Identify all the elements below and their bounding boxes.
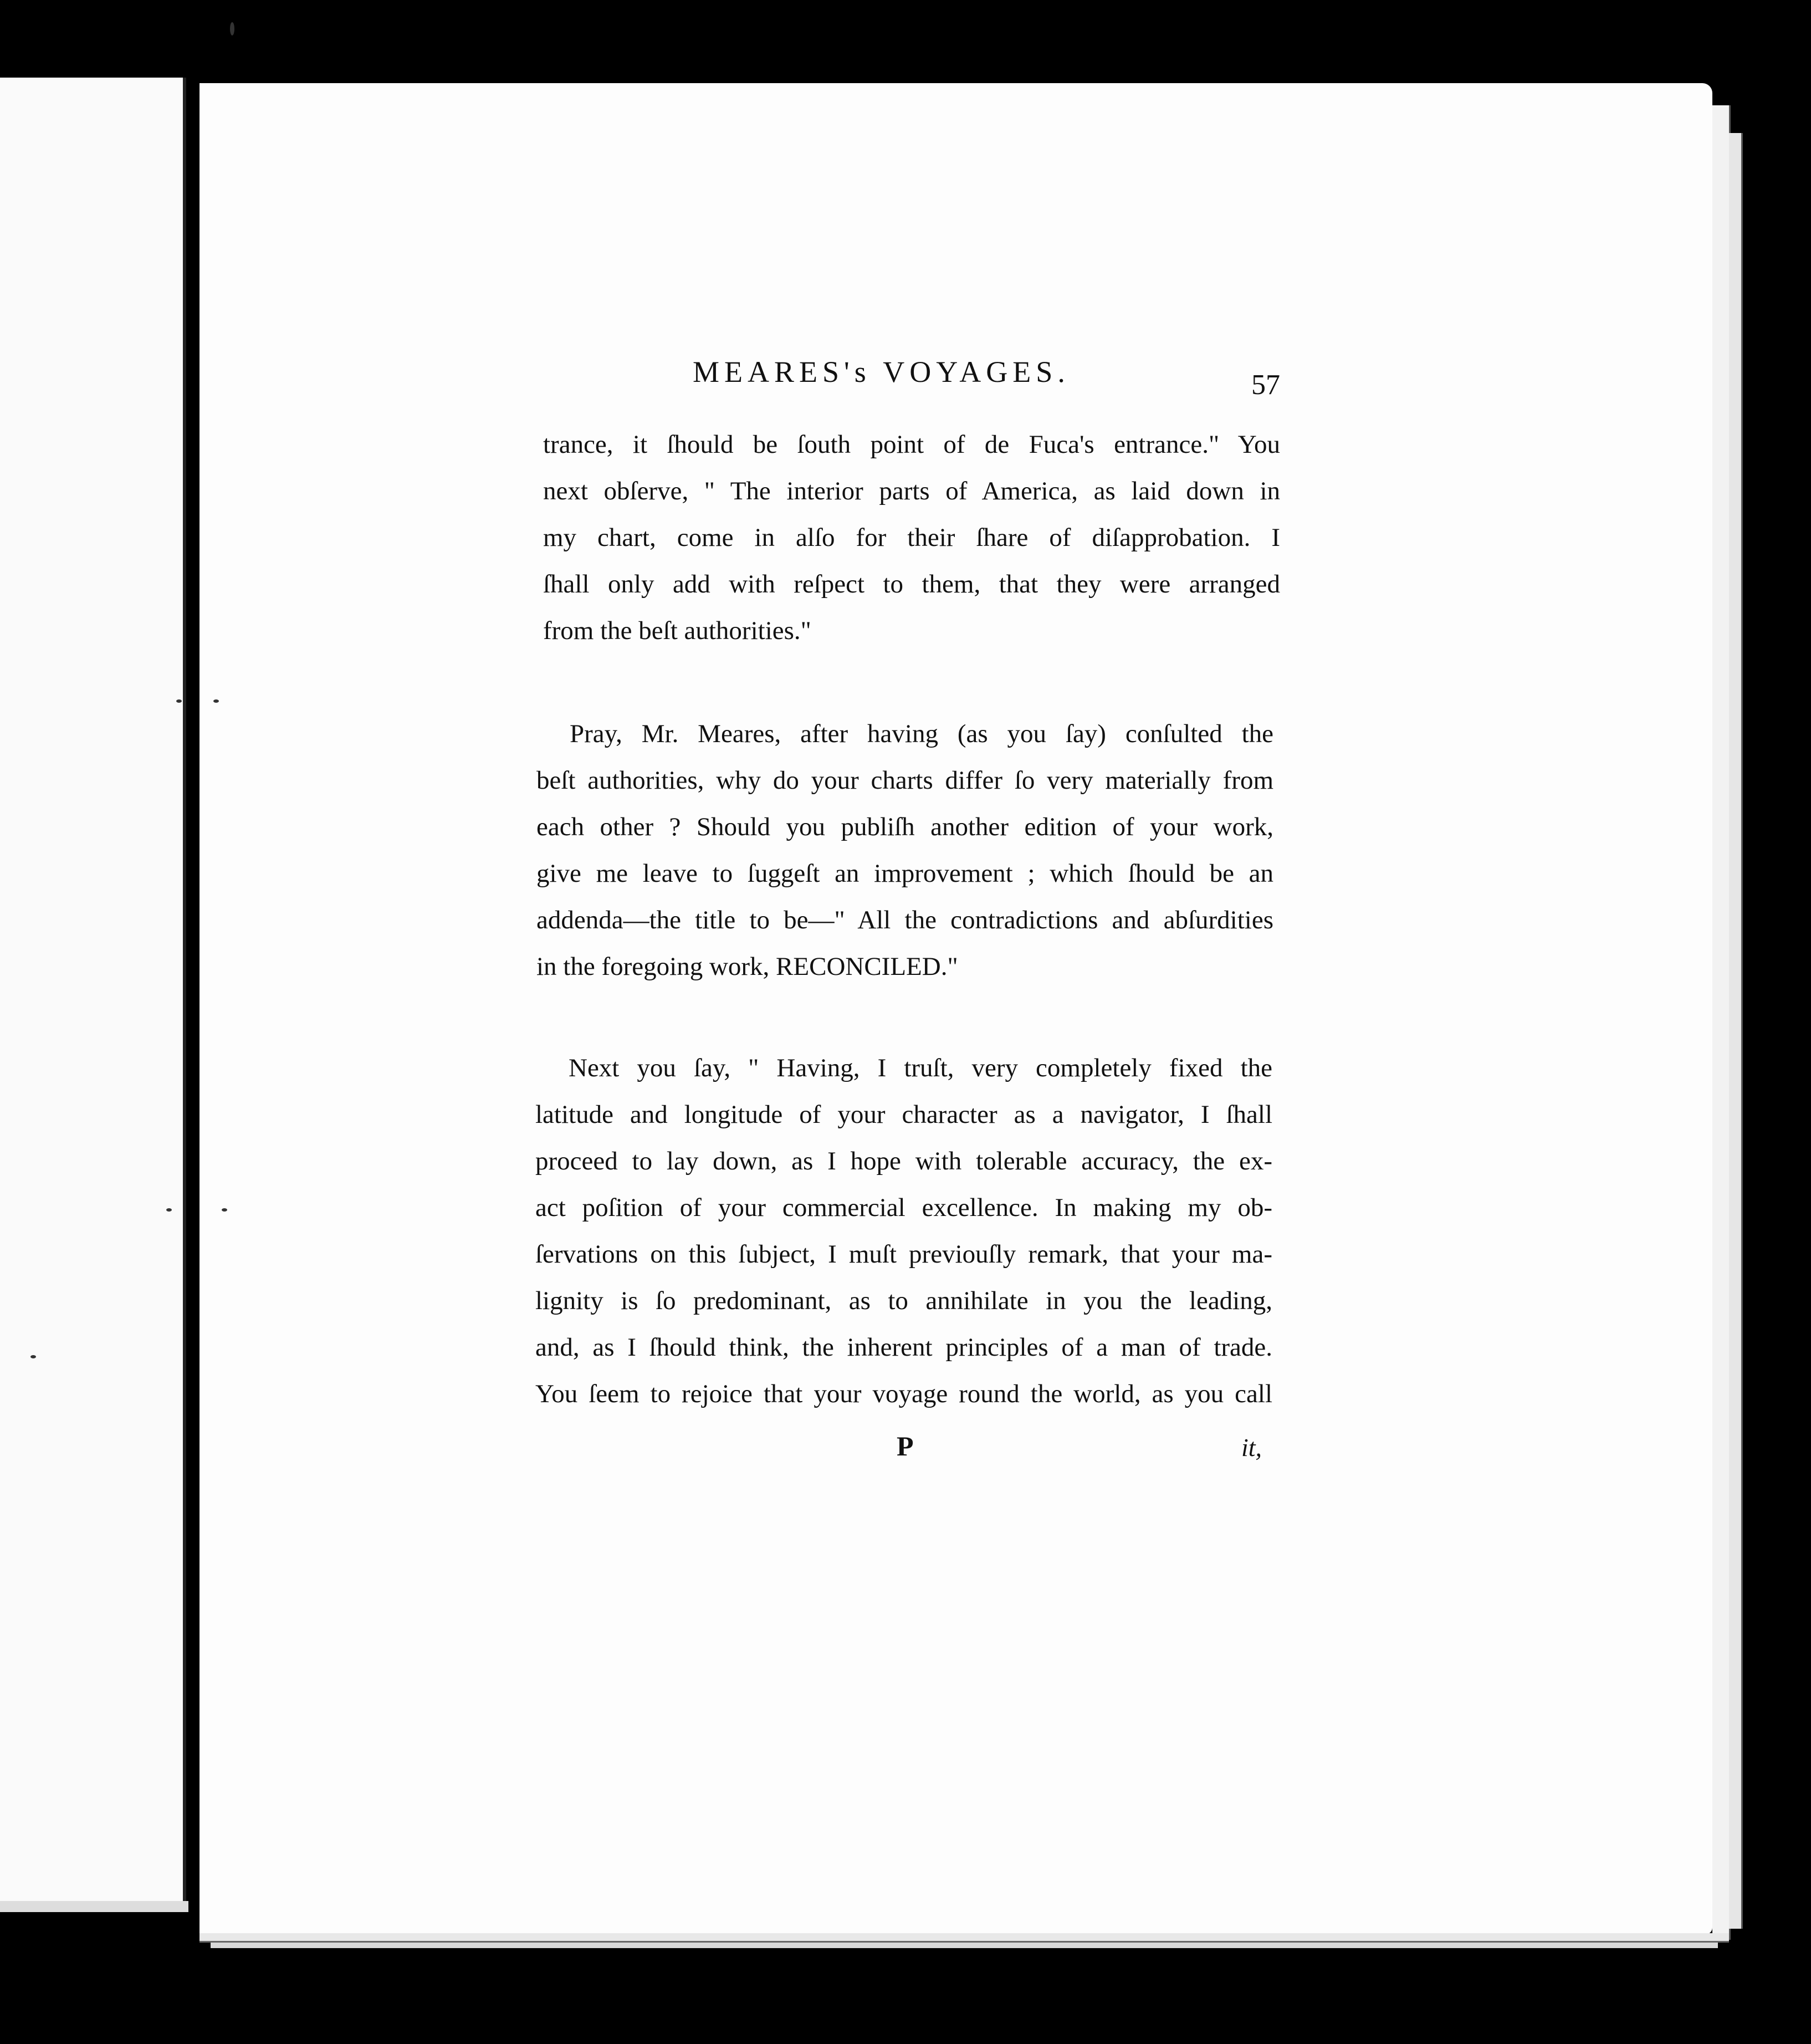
text-line: from the beſt authorities." xyxy=(543,616,811,645)
scan-speck xyxy=(230,22,234,35)
text-line: next obſerve, " The interior parts of America, as laid down in xyxy=(543,477,1280,505)
text-line: act poſition of your commercial excellence. In making my ob- xyxy=(535,1193,1272,1222)
paragraph-3 xyxy=(535,1045,1272,1417)
text-line: in the foregoing work, RECONCILED." xyxy=(536,952,958,981)
text-line: proceed to lay down, as I hope with tolerable accuracy, the ex- xyxy=(535,1147,1272,1176)
text-line: You ſeem to rejoice that your voyage round the world, as you call xyxy=(535,1379,1272,1408)
text-line: addenda—the title to be—" All the contradictions and abſurdities xyxy=(536,906,1273,934)
text-line: Pray, Mr. Meares, after having (as you ſay) conſulted the xyxy=(570,719,1273,748)
scan-speck xyxy=(30,1355,36,1358)
text-line: lignity is ſo predominant, as to annihilate in you the leading, xyxy=(535,1286,1272,1315)
scan-speck xyxy=(166,1208,172,1212)
page-number: 57 xyxy=(1251,369,1280,401)
page-bottom-edge-inner xyxy=(211,1943,1718,1948)
running-head: MEARES's VOYAGES. xyxy=(693,355,1070,389)
left-page-margin xyxy=(0,78,186,1901)
left-page-bottom-edge xyxy=(0,1901,188,1912)
book-gutter xyxy=(188,83,201,1923)
text-line: give me leave to ſuggeſt an improvement ; which ſhould be an xyxy=(536,859,1273,888)
text-line: Next you ſay, " Having, I truſt, very completely fixed the xyxy=(569,1054,1272,1082)
text-line: each other ? Should you publiſh another edition of your work, xyxy=(536,813,1273,841)
catchword: it, xyxy=(1241,1433,1262,1462)
scan-speck xyxy=(176,699,182,703)
page-fore-edge xyxy=(1712,105,1731,1940)
paragraph-2 xyxy=(536,711,1273,990)
text-line: ſervations on this ſubject, I muſt previouſly remark, that your ma- xyxy=(535,1240,1272,1269)
signature-mark: P xyxy=(897,1430,914,1462)
text-line: and, as I ſhould think, the inherent principles of a man of trade. xyxy=(535,1333,1272,1362)
page-fore-edge-inner xyxy=(1729,133,1743,1929)
text-line: latitude and longitude of your character as a navigator, I ſhall xyxy=(535,1100,1272,1129)
text-line: my chart, come in alſo for their ſhare of diſapprobation. I xyxy=(543,523,1280,552)
scan-speck xyxy=(222,1208,227,1212)
text-line: trance, it ſhould be ſouth point of de Fuca's entrance." You xyxy=(543,430,1280,459)
text-line: ſhall only add with reſpect to them, that they were arranged xyxy=(543,570,1280,599)
text-line: beſt authorities, why do your charts differ ſo very materially from xyxy=(536,766,1273,795)
scan-speck xyxy=(213,699,219,703)
paragraph-1 xyxy=(543,421,1280,654)
page-bottom-edge xyxy=(199,1933,1729,1943)
